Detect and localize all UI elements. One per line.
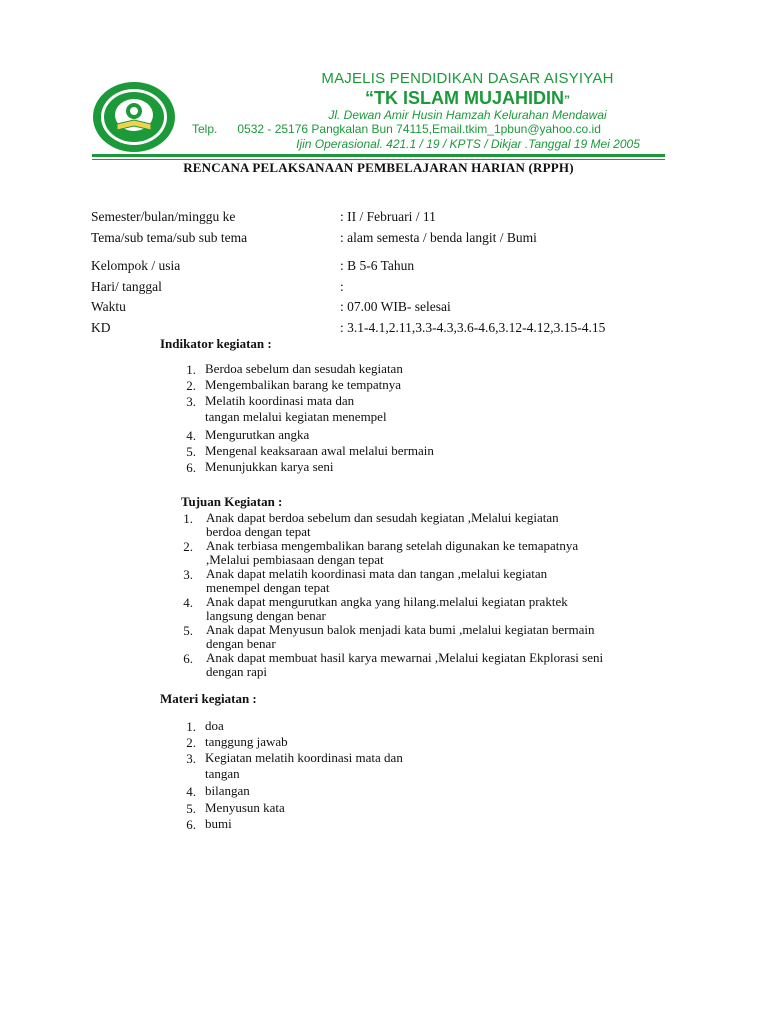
tujuan-item-text: ,Melalui pembiasaan dengan tepat [206,552,384,567]
info-label: Kelompok / usia [91,258,181,273]
document-title: RENCANA PELAKSANAAN PEMBELAJARAN HARIAN (RPPH) [183,160,574,175]
tujuan-item-number: 5. [183,623,193,638]
indikator-item-number: 4. [186,428,196,443]
school-name-quote: ” [564,93,570,107]
indikator-item-number: 5. [186,444,196,459]
indikator-item-text: tangan melalui kegiatan menempel [205,409,387,424]
info-label: Hari/ tanggal [91,279,162,294]
indikator-item-text: Mengenal keaksaraan awal melalui bermain [205,443,434,458]
indikator-item-number: 2. [186,378,196,393]
indikator-item-text: Melatih koordinasi mata dan [205,393,355,408]
tujuan-item-number: 4. [183,595,193,610]
header-rule [92,154,665,157]
tujuan-item-text: menempel dengan tepat [206,580,330,595]
info-value: : 3.1-4.1,2.11,3.3-4.3,3.6-4.6,3.12-4.12,3.15-4.15 [340,320,606,335]
tujuan-item-text: Anak terbiasa mengembalikan barang setelah digunakan ke temapatnya [206,538,579,553]
tujuan-heading: Tujuan Kegiatan : [181,494,283,509]
materi-item-text: tangan [205,766,240,781]
indikator-heading: Indikator kegiatan : [160,336,272,351]
materi-item-number: 6. [186,817,196,832]
tujuan-item-number: 1. [183,511,193,526]
tujuan-item-text: Anak dapat mengurutkan angka yang hilang.melalui kegiatan praktek [206,594,568,609]
indikator-item-number: 1. [186,362,196,377]
school-name-text: “TK ISLAM MUJAHIDIN [365,88,564,108]
tujuan-item-text: Anak dapat Menyusun balok menjadi kata bumi ,melalui kegiatan bermain [206,622,595,637]
indikator-item-text: Mengurutkan angka [205,427,310,442]
tujuan-item-text: dengan benar [206,636,276,651]
info-label: Tema/sub tema/sub sub tema [91,230,248,245]
tujuan-item-text: berdoa dengan tepat [206,524,311,539]
info-value: : B 5-6 Tahun [340,258,415,273]
contact-line [192,122,767,136]
tujuan-item-text: Anak dapat membuat hasil karya mewarnai ,Melalui kegiatan Ekplorasi seni [206,650,604,665]
info-value: : 07.00 WIB- selesai [340,299,451,314]
info-value: : [340,279,344,294]
indikator-item-text: Menunjukkan karya seni [205,459,334,474]
tujuan-item-text: langsung dengan benar [206,608,326,623]
indikator-item-number: 6. [186,460,196,475]
tujuan-item-text: Anak dapat berdoa sebelum dan sesudah kegiatan ,Melalui kegiatan [206,510,559,525]
tujuan-item-number: 3. [183,567,193,582]
info-label: Semester/bulan/minggu ke [91,209,236,224]
materi-item-text: bumi [205,816,232,831]
materi-item-text: tanggung jawab [205,734,288,749]
tujuan-item-text: Anak dapat melatih koordinasi mata dan tangan ,melalui kegiatan [206,566,548,581]
tujuan-item-number: 6. [183,651,193,666]
materi-heading: Materi kegiatan : [160,691,257,706]
materi-item-number: 5. [186,801,196,816]
school-name [180,88,755,109]
school-address: Jl. Dewan Amir Husin Hamzah Kelurahan Mendawai [328,108,607,122]
materi-item-number: 2. [186,735,196,750]
materi-item-number: 3. [186,751,196,766]
info-label: KD [91,320,111,335]
materi-item-text: Menyusun kata [205,800,285,815]
org-name: MAJELIS PENDIDIKAN DASAR AISYIYAH [321,70,614,87]
indikator-item-text: Mengembalikan barang ke tempatnya [205,377,402,392]
tujuan-item-text: dengan rapi [206,664,268,679]
school-emblem-icon [91,80,177,154]
info-value: : alam semesta / benda langit / Bumi [340,230,537,245]
materi-item-text: bilangan [205,783,250,798]
tujuan-item-number: 2. [183,539,193,554]
materi-item-text: doa [205,718,224,733]
info-value: : II / Februari / 11 [340,209,436,224]
permit-line: Ijin Operasional. 421.1 / 19 / KPTS / Dikjar .Tanggal 19 Mei 2005 [296,137,640,151]
materi-item-number: 1. [186,719,196,734]
indikator-item-number: 3. [186,394,196,409]
phone-label: Telp. [192,122,218,136]
info-label: Waktu [91,299,126,314]
materi-item-number: 4. [186,784,196,799]
indikator-item-text: Berdoa sebelum dan sesudah kegiatan [205,361,403,376]
phone-email: 0532 - 25176 Pangkalan Bun 74115,Email.tkim_1pbun@yahoo.co.id [237,122,601,136]
materi-item-text: Kegiatan melatih koordinasi mata dan [205,750,403,765]
